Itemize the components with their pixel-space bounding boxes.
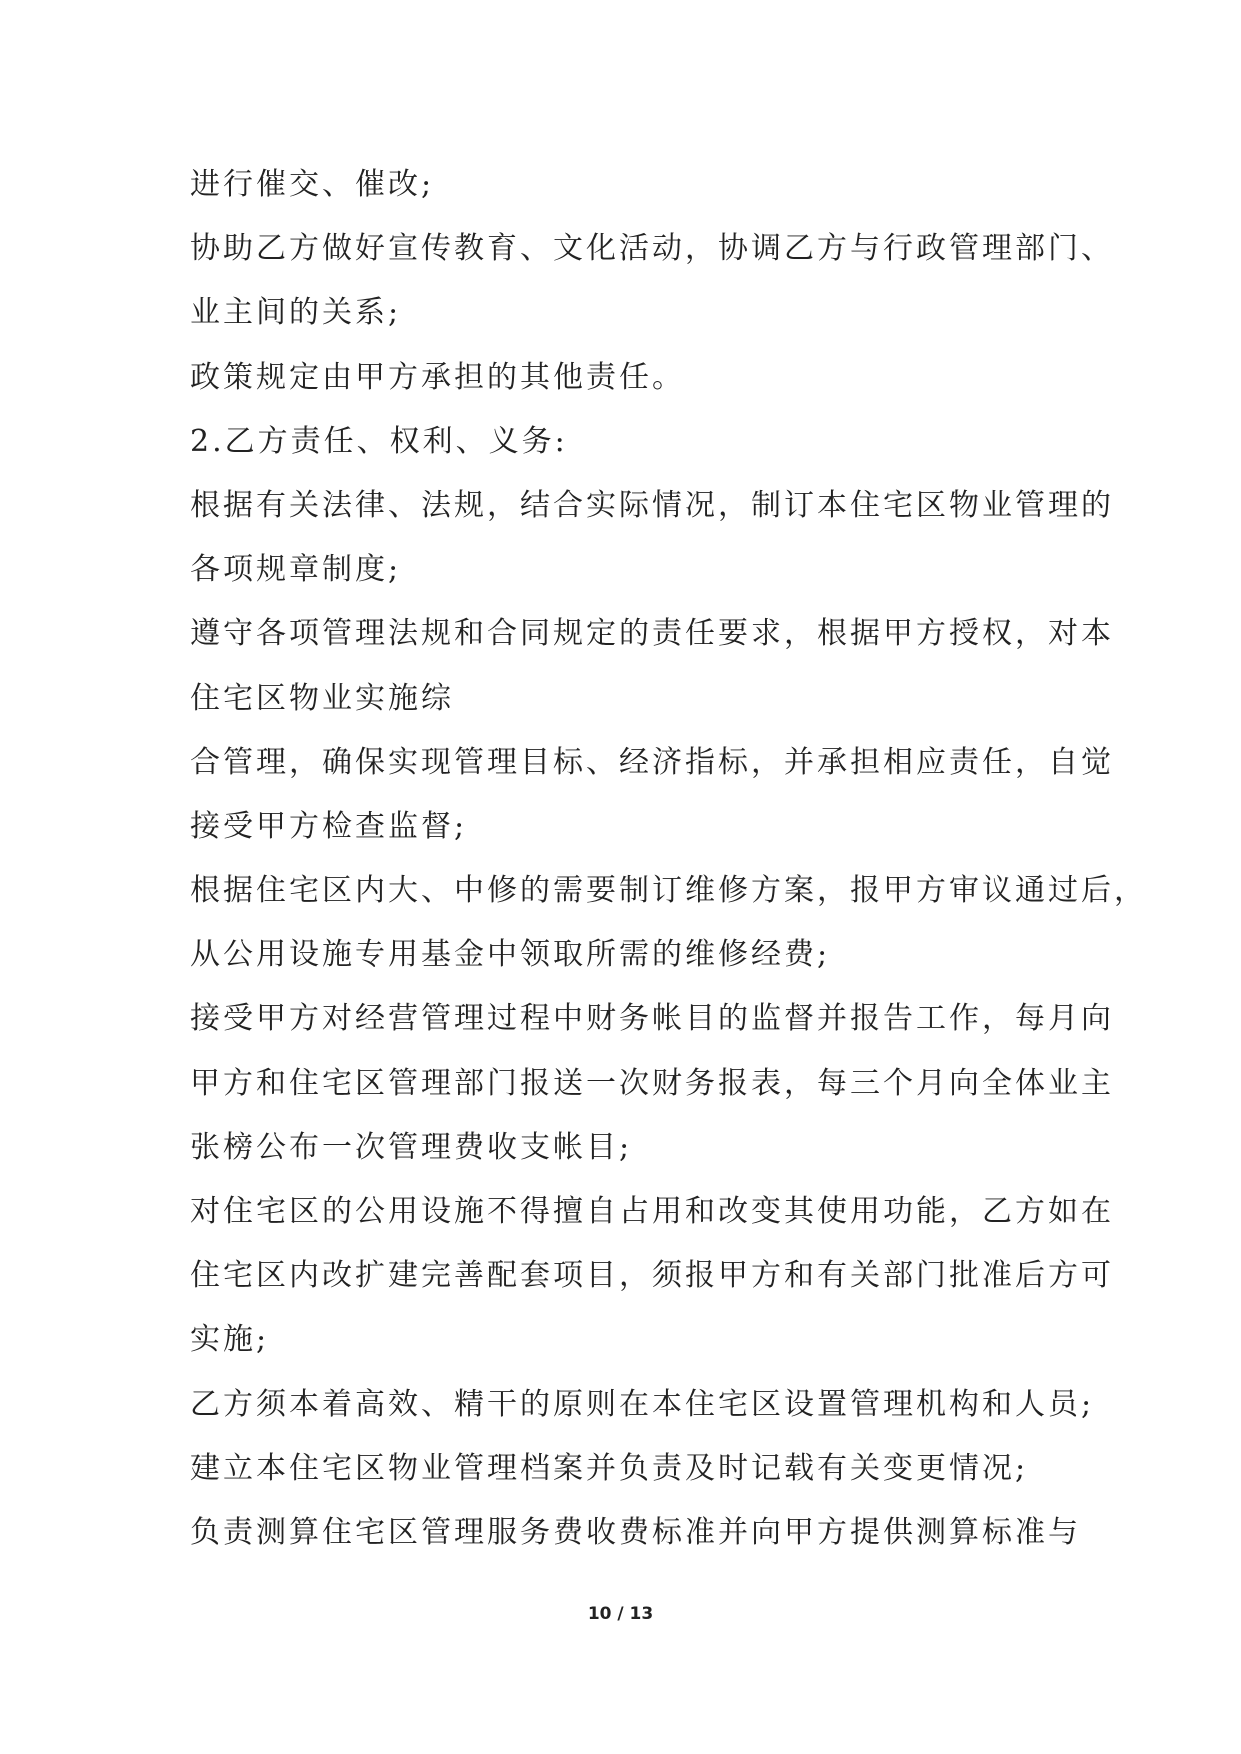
text-line: 住宅区物业实施综	[190, 680, 454, 716]
document-body	[190, 153, 1147, 1565]
text-line: 实施;	[190, 1322, 270, 1358]
text-line: 建立本住宅区物业管理档案并负责及时记载有关变更情况;	[190, 1450, 1029, 1486]
text-line: 进行催交、催改;	[190, 167, 435, 202]
text-line: 根据有关法律、法规，结合实际情况，制订本住宅区物业管理的	[190, 487, 1114, 523]
text-line: 对住宅区的公用设施不得擅自占用和改变其使用功能，乙方如在	[190, 1194, 1114, 1229]
text-line: 业主间的关系;	[190, 295, 402, 331]
text-line: 接受甲方检查监督;	[190, 808, 468, 844]
text-line: 住宅区内改扩建完善配套项目，须报甲方和有关部门批准后方可	[190, 1258, 1114, 1294]
text-line: 遵守各项管理法规和合同规定的责任要求，根据甲方授权，对本	[190, 616, 1114, 652]
text-line: 甲方和住宅区管理部门报送一次财务报表，每三个月向全体业主	[190, 1065, 1114, 1101]
text-line: 接受甲方对经营管理过程中财务帐目的监督并报告工作，每月向	[190, 1001, 1114, 1037]
text-line: 负责测算住宅区管理服务费收费标准并向甲方提供测算标准与	[190, 1514, 1081, 1550]
text-line: 张榜公布一次管理费收支帐目;	[190, 1129, 633, 1165]
section-heading: 2.乙方责任、权利、义务:	[190, 423, 568, 459]
text-line: 根据住宅区内大、中修的需要制订维修方案，报甲方审议通过后，	[190, 873, 1147, 909]
text-line: 乙方须本着高效、精干的原则在本住宅区设置管理机构和人员;	[190, 1386, 1095, 1422]
text-line: 各项规章制度;	[190, 552, 402, 588]
page-number: 10 / 13	[587, 1604, 654, 1624]
text-line: 协助乙方做好宣传教育、文化活动，协调乙方与行政管理部门、	[190, 231, 1114, 267]
text-line: 从公用设施专用基金中领取所需的维修经费;	[190, 937, 831, 973]
text-line: 合管理，确保实现管理目标、经济指标，并承担相应责任，自觉	[190, 744, 1114, 780]
text-line: 政策规定由甲方承担的其他责任。	[190, 359, 685, 395]
